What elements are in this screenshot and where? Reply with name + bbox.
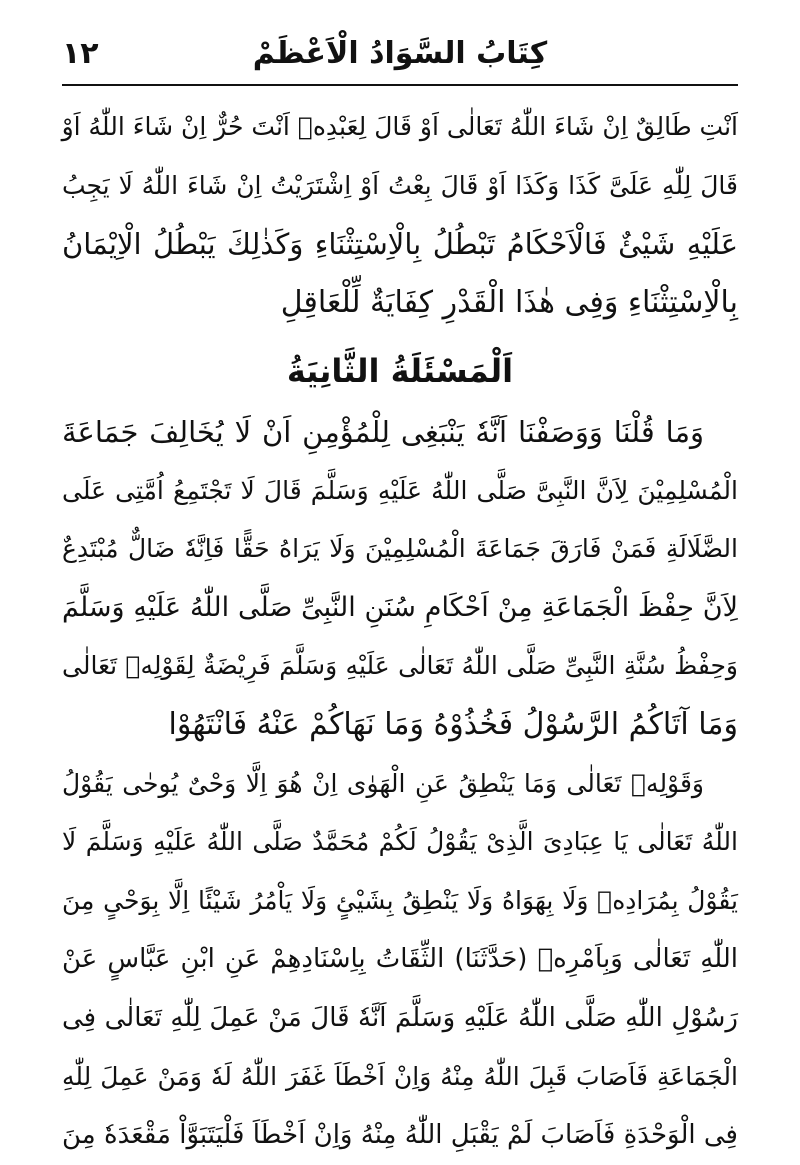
paragraph-1 — [62, 98, 738, 332]
text-line: رَسُوْلِ اللّٰهِ صَلَّى اللّٰهُ عَلَيْهِ وَسَلَّمَ اَنَّهٗ قَالَ مَنْ عَمِلَ لِلّٰهِ تَعَالٰى فِی — [62, 1002, 738, 1033]
text-line: اللّٰهُ تَعَالٰى يَا عِبَادِیَ الَّذِیْ يَقُوْلُ لَكُمْ مُحَمَّدٌ صَلَّى اللّٰهُ عَلَيْهِ وَسَلَّمَ لَا — [62, 827, 738, 857]
text-line: الْجَمَاعَةِ فَاَصَابَ قَبِلَ اللّٰهُ مِنْهُ وَاِنْ اَخْطَاَ غَفَرَ اللّٰهُ لَهٗ وَمَنْ عَمِلَ لِلّٰهِ — [62, 1061, 738, 1091]
text-line: فِی الْوَحْدَةِ فَاَصَابَ لَمْ يَقْبَلِ اللّٰهُ مِنْهُ وَاِنْ اَخْطَاَ فَلْيَتَبَوَّاْ مَقْعَدَهٗ مِنَ — [62, 1120, 738, 1151]
text-line: وَحِفْظُ سُنَّةِ النَّبِیِّ صَلَّى اللّٰهُ تَعَالٰى عَلَيْهِ وَسَلَّمَ فَرِيْضَةٌ لِقَوْلِهٖ تَعَالٰى — [62, 651, 738, 681]
text-line: وَقَوْلِهٖ تَعَالٰى وَمَا يَنْطِقُ عَنِ الْهَوٰى اِنْ هُوَ اِلَّا وَحْیٌ يُوحٰى يَقُوْلُ — [62, 768, 704, 798]
paragraph-2-3 — [62, 403, 738, 1165]
text-line: لِاَنَّ حِفْظَ الْجَمَاعَةِ مِنْ اَحْكَامِ سُنَنِ النَّبِیِّ صَلَّى اللّٰهُ عَلَيْهِ وَسَلَّمَ — [62, 591, 738, 623]
text-line: الْمُسْلِمِيْنَ لِاَنَّ النَّبِیَّ صَلَّى اللّٰهُ عَلَيْهِ وَسَلَّمَ قَالَ لَا تَجْتَمِعُ اُمَّتِی عَلَى — [62, 475, 738, 505]
text-line: بِالْاِسْتِثْنَاءِ وَفِى هٰذَا الْقَدْرِ كِفَايَةٌ لِّلْعَاقِلِ — [280, 284, 738, 320]
page-number: ١٢ — [62, 36, 99, 71]
header-divider — [62, 84, 738, 86]
text-line: اللّٰهِ تَعَالٰى وَبِاَمْرِهٖ (حَدَّثَنَا) الثِّقَاتُ بِاِسْنَادِهِمْ عَنِ ابْنِ عَبَّاسٍ عَنْ — [62, 944, 738, 975]
text-line: اَنْتِ طَالِقٌ اِنْ شَاءَ اللّٰهُ تَعَالٰى اَوْ قَالَ لِعَبْدِهٖ اَنْتَ حُرٌّ اِنْ شَاءَ اللّٰهُ اَوْ — [61, 112, 738, 141]
text-line: عَلَيْهِ شَيْئٌ فَالْاَحْكَامُ تَبْطُلُ بِالْاِسْتِثْنَاءِ وَكَذٰلِكَ يَبْطُلُ الْاِيْمَانُ — [62, 227, 738, 262]
text-line: يَقُوْلُ بِمُرَادِهٖ وَلَا بِهَوَاهُ وَلَا يَنْطِقُ بِشَيْئٍ وَلَا يَاْمُرُ شَيْئًا اِلَّا بِوَحْیٍ مِنَ — [62, 885, 738, 915]
section-heading: اَلْمَسْئَلَةُ الثَّانِيَةُ — [286, 352, 514, 390]
text-line: وَمَا آتَاكُمُ الرَّسُوْلُ فَخُذُوْهُ وَمَا نَهَاكُمْ عَنْهُ فَانْتَهُوْا — [168, 706, 738, 742]
text-line: الضَّلَالَةِ فَمَنْ فَارَقَ جَمَاعَةَ الْمُسْلِمِيْنَ وَلَا يَرَاهُ حَقًّا فَاِنَّهٗ ضَالٌّ مُبْتَدِعٌ — [62, 534, 738, 564]
text-line: وَمَا قُلْنَا وَوَصَفْنَا اَنَّهٗ يَنْبَغِى لِلْمُؤْمِنِ اَنْ لَا يُخَالِفَ جَمَاعَةَ — [62, 415, 704, 449]
book-title: كِتَابُ السَّوَادُ الْاَعْظَمْ — [252, 36, 548, 71]
text-line: قَالَ لِلّٰهِ عَلَیَّ كَذَا وَكَذَا اَوْ قَالَ بِعْتُ اَوْ اِشْتَرَيْتُ اِنْ شَاءَ اللّٰهُ لَا يَجِبُ — [62, 170, 738, 200]
page-header — [62, 30, 738, 82]
